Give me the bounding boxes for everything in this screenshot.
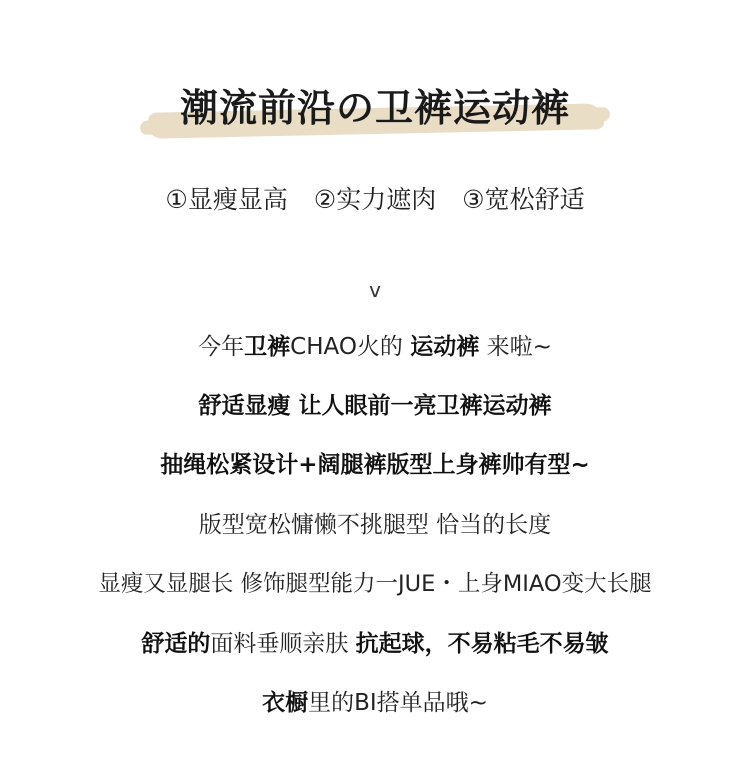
- description-line-6: [0, 627, 750, 661]
- text-segment: CHAO火的: [290, 334, 403, 360]
- feature-list: [0, 182, 750, 218]
- description-line-2: [0, 389, 750, 423]
- text-segment: 今年: [198, 334, 245, 360]
- feature-item-2: ②实力遮肉: [313, 185, 437, 214]
- text-segment: 面料垂顺亲肤: [210, 631, 349, 657]
- text-segment: 里的BI搭单品哦~: [308, 690, 488, 716]
- description-line-3: [0, 448, 750, 482]
- description-line-5: [0, 567, 750, 601]
- description-line-1: [0, 330, 750, 364]
- text-segment: 来啦~: [486, 334, 552, 360]
- text-segment: 显瘦又显腿长 修饰腿型能力一JUE・上身MIAO变大长腿: [98, 571, 652, 597]
- bold-segment: 衣橱: [262, 690, 309, 716]
- bold-segment: 运动裤: [410, 334, 480, 360]
- bold-segment: 舒适的: [141, 631, 211, 657]
- description-line-7: [0, 686, 750, 720]
- page-title: 潮流前沿の卫裤运动裤: [179, 86, 570, 130]
- description-line-4: [0, 508, 750, 542]
- feature-item-3: ③宽松舒适: [462, 185, 585, 214]
- bold-segment: 抗起球，不易粘毛不易皱: [355, 631, 609, 657]
- feature-item-1: ①显瘦显高: [165, 185, 288, 214]
- chevron-down-icon: v: [369, 278, 381, 302]
- title-block: [0, 78, 750, 148]
- bold-segment: 抽绳松紧设计+阔腿裤版型上身裤帅有型~: [160, 452, 590, 478]
- bold-segment: 舒适显瘦 让人眼前一亮卫裤运动裤: [198, 393, 552, 419]
- bold-segment: 卫裤: [244, 334, 291, 360]
- text-segment: 版型宽松慵懒不挑腿型 恰当的长度: [198, 512, 552, 538]
